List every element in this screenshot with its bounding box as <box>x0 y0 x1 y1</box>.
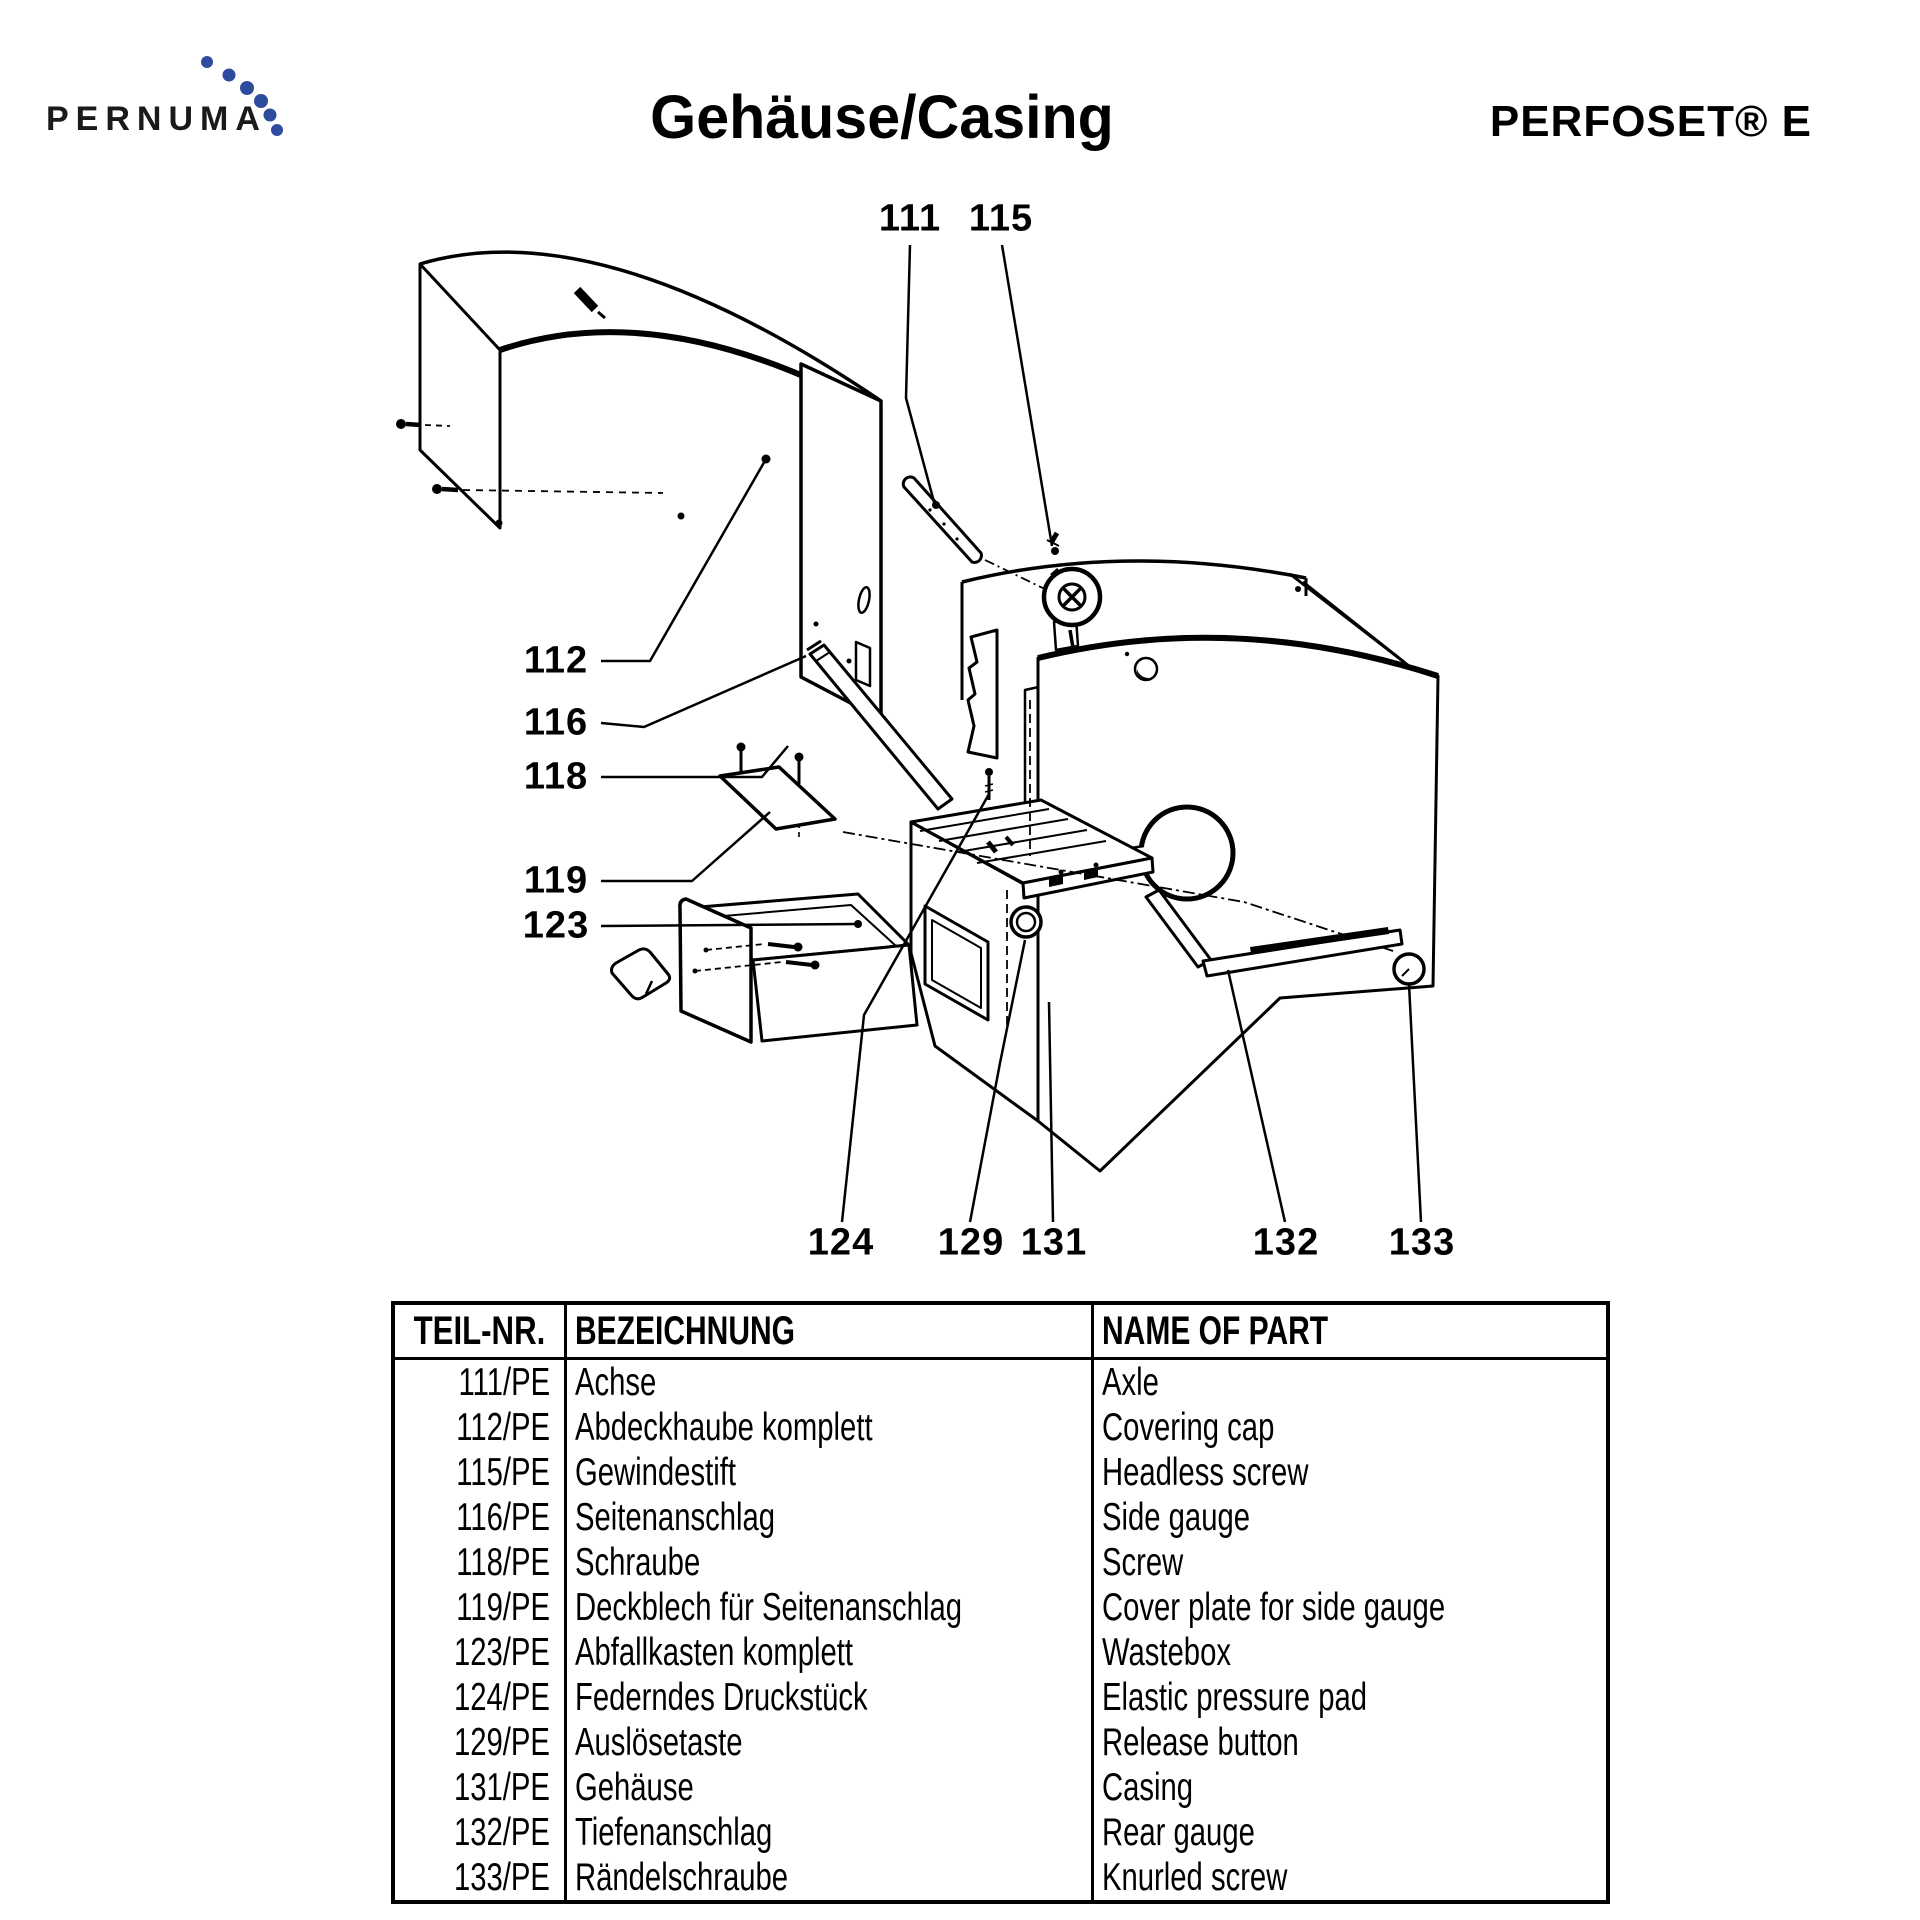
knob-disc <box>1044 569 1100 655</box>
col-header-teil-nr: TEIL-NR. <box>393 1303 565 1359</box>
part-knurled-screw-133 <box>1394 954 1424 984</box>
table-row <box>393 1405 1608 1450</box>
cell-part-no: 111/PE <box>458 1360 550 1404</box>
cell-bezeichnung: Federndes Druckstück <box>565 1675 1092 1720</box>
cell-name: Casing <box>1092 1765 1608 1810</box>
parts-table <box>391 1301 1610 1904</box>
part-covering-cap-112 <box>420 252 881 719</box>
cell-part-no: 119/PE <box>456 1585 550 1629</box>
cell-name: Side gauge <box>1092 1495 1608 1540</box>
part-label-119: 119 <box>523 859 589 902</box>
page-title: Gehäuse/Casing <box>650 83 1114 151</box>
table-row <box>393 1540 1608 1585</box>
cell-part-no: 124/PE <box>453 1675 550 1719</box>
cell-name: Screw <box>1092 1540 1608 1585</box>
table-row <box>393 1630 1608 1675</box>
cell-part-no: 116/PE <box>456 1495 550 1539</box>
part-axle-111 <box>903 477 1047 590</box>
cell-bezeichnung: Abfallkasten komplett <box>565 1630 1092 1675</box>
cell-bezeichnung: Gehäuse <box>565 1765 1092 1810</box>
cell-name: Cover plate for side gauge <box>1092 1585 1608 1630</box>
cell-bezeichnung: Deckblech für Seitenanschlag <box>565 1585 1092 1630</box>
part-label-115: 115 <box>968 197 1034 240</box>
part-label-111: 111 <box>878 197 942 240</box>
cell-bezeichnung: Auslösetaste <box>565 1720 1092 1765</box>
cell-bezeichnung: Seitenanschlag <box>565 1495 1092 1540</box>
table-row <box>393 1450 1608 1495</box>
table-header-row <box>393 1303 1608 1359</box>
table-row <box>393 1495 1608 1540</box>
cell-bezeichnung: Tiefenanschlag <box>565 1810 1092 1855</box>
table-row <box>393 1585 1608 1630</box>
cell-part-no: 115/PE <box>456 1450 550 1494</box>
table-row <box>393 1720 1608 1765</box>
cell-name: Headless screw <box>1092 1450 1608 1495</box>
cell-bezeichnung: Schraube <box>565 1540 1092 1585</box>
cell-part-no: 131/PE <box>453 1765 550 1809</box>
cell-bezeichnung: Gewindestift <box>565 1450 1092 1495</box>
part-label-132: 132 <box>1252 1221 1320 1264</box>
part-label-116: 116 <box>523 701 589 744</box>
cell-part-no: 132/PE <box>453 1810 550 1854</box>
part-label-133: 133 <box>1388 1221 1456 1264</box>
table-row <box>393 1810 1608 1855</box>
cell-part-no: 118/PE <box>456 1540 550 1584</box>
col-header-bezeichnung: BEZEICHNUNG <box>565 1303 1092 1359</box>
table-row <box>393 1675 1608 1720</box>
part-label-131: 131 <box>1020 1221 1088 1264</box>
cell-bezeichnung: Rändelschraube <box>565 1855 1092 1902</box>
col-header-name-of-part: NAME OF PART <box>1092 1303 1608 1359</box>
cell-name: Wastebox <box>1092 1630 1608 1675</box>
cell-part-no: 129/PE <box>453 1720 550 1764</box>
product-name: PERFOSET® E <box>1489 97 1812 146</box>
logo-pernuma: PERNUMA <box>46 100 267 138</box>
cell-name: Rear gauge <box>1092 1810 1608 1855</box>
cell-name: Elastic pressure pad <box>1092 1675 1608 1720</box>
punch-plates <box>968 630 1043 812</box>
cell-part-no: 112/PE <box>456 1405 550 1449</box>
cell-name: Knurled screw <box>1092 1855 1608 1902</box>
part-label-123: 123 <box>522 904 590 947</box>
cell-bezeichnung: Achse <box>565 1359 1092 1406</box>
cell-name: Release button <box>1092 1720 1608 1765</box>
cell-part-no: 133/PE <box>453 1855 550 1899</box>
cell-name: Covering cap <box>1092 1405 1608 1450</box>
table-row <box>393 1765 1608 1810</box>
part-release-button-129 <box>1011 907 1041 937</box>
part-casing-131 <box>1038 638 1438 1171</box>
cell-bezeichnung: Abdeckhaube komplett <box>565 1405 1092 1450</box>
cell-part-no: 123/PE <box>453 1630 550 1674</box>
table-row <box>393 1359 1608 1406</box>
cell-name: Axle <box>1092 1359 1608 1406</box>
part-label-112: 112 <box>523 639 589 682</box>
part-label-118: 118 <box>523 755 589 798</box>
part-label-124: 124 <box>807 1221 875 1264</box>
table-row <box>393 1855 1608 1902</box>
part-wastebox-123 <box>612 894 918 1042</box>
part-headless-screw-115 <box>1047 533 1059 546</box>
part-label-129: 129 <box>937 1221 1005 1264</box>
